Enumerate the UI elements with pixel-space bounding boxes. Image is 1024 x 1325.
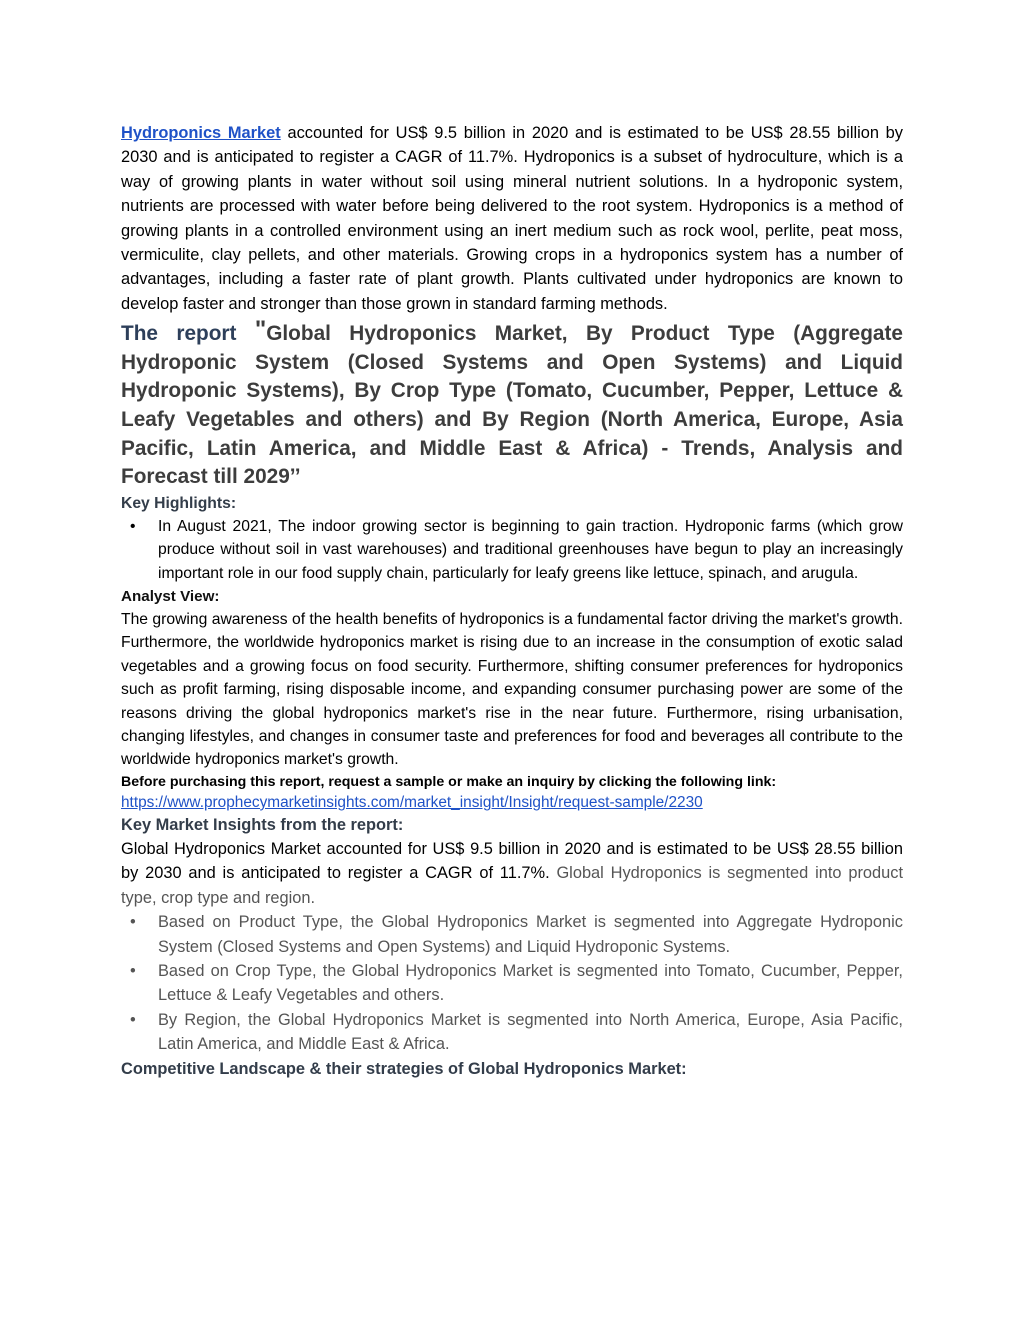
- request-sample-link[interactable]: https://www.prophecymarketinsights.com/market_insight/Insight/request-sample/2230: [121, 793, 703, 811]
- hydroponics-market-link[interactable]: Hydroponics Market: [121, 124, 281, 142]
- list-item: [121, 1008, 903, 1057]
- analyst-view-paragraph: The growing awareness of the health benefits of hydroponics is a fundamental factor driving the market's growth. Furthermore, the worldwide hydroponics market is rising due to an increase in the consumption of exotic salad vegetables and a growing focus on food security. Furthermore, shifting consumer preferences for hydroponics such as profit farming, rising disposable income, and expanding consumer purchasing power are some of the reasons driving the global hydroponics market's rise in the near future. Furthermore, rising urbanisation, changing lifestyles, and changes in consumer taste and preferences for food and beverages all contribute to the worldwide hydroponics market's growth.: [121, 611, 903, 769]
- list-item-text: In August 2021, The indoor growing sector is beginning to gain traction. Hydroponic farms (which grow produce without soil in vast warehouses) and traditional greenhouses have begun to play an increasingly important role in our food supply chain, particularly for leafy greens like lettuce, spinach, and arugula.: [158, 517, 903, 582]
- insights-text-grey: Global Hydroponics is segmented into product type, crop type and region.: [121, 864, 904, 907]
- bullet-icon: •: [130, 517, 136, 535]
- list-item: [121, 515, 903, 585]
- document-page: [121, 121, 903, 1081]
- list-item: [121, 910, 903, 959]
- insights-list: [121, 910, 903, 1056]
- intro-text: accounted for US$ 9.5 billion in 2020 and is estimated to be US$ 28.55 billion by 2030 and is anticipated to register a CAGR of 11.7%. Hydroponics is a subset of hydroculture, which is a way of growing plants in water without soil using mineral nutrient solutions. In a hydroponic system, nutrients are processed with water before being delivered to the root system. Hydroponics is a method of growing plants in a controlled environment using an inert medium such as rock wool, perlite, peat moss, vermiculite, clay pellets, and other materials. Growing crops in a hydroponics system has a number of advantages, including a faster rate of plant growth. Plants cultivated under hydroponics are known to develop faster and stronger than those grown in standard farming methods.: [121, 124, 903, 313]
- report-open-quote: ": [254, 316, 267, 344]
- list-item-text: Based on Crop Type, the Global Hydroponics Market is segmented into Tomato, Cucumber, Pepper, Lettuce & Leafy Vegetables and others.: [158, 961, 903, 1005]
- report-title-text: Global Hydroponics Market, By Product Type (Aggregate Hydroponic System (Closed Systems and Open Systems) and Liquid Hydroponic Systems), By Crop Type (Tomato, Cucumber, Pepper, Lettuce & Leafy Vegetables and others) and By Region (North America, Europe, Asia Pacific, Latin America, and Middle East & Africa) - Trends, Analysis and Forecast till 2029’’: [121, 322, 903, 489]
- insights-paragraph: [121, 837, 903, 910]
- intro-paragraph: [121, 121, 903, 316]
- list-item-text: Based on Product Type, the Global Hydroponics Market is segmented into Aggregate Hydroponic System (Closed Systems and Open Systems) and Liquid Hydroponic Systems.: [158, 913, 903, 956]
- list-item: [121, 959, 903, 1008]
- competitive-landscape-heading: Competitive Landscape & their strategies of Global Hydroponics Market:: [121, 1059, 687, 1078]
- bullet-icon: •: [130, 913, 136, 932]
- list-item-text: By Region, the Global Hydroponics Market is segmented into North America, Europe, Asia Pacific, Latin America, and Middle East & Africa.: [158, 1010, 903, 1054]
- insights-text-dark: Global Hydroponics Market accounted for US$ 9.5 billion in 2020 and is estimated to be US$ 28.55 billion by 2030 and is anticipated to register a CAGR of 11.7%.: [121, 839, 903, 883]
- report-lead: The report: [121, 322, 255, 346]
- analyst-view-heading: Analyst View:: [121, 588, 220, 606]
- bullet-icon: •: [130, 1010, 136, 1029]
- bullet-icon: •: [130, 961, 136, 980]
- report-title: [121, 316, 903, 492]
- sample-cta: Before purchasing this report, request a sample or make an inquiry by clicking the following link:: [121, 773, 777, 790]
- key-market-insights-heading: Key Market Insights from the report:: [121, 815, 404, 834]
- key-highlights-list: [121, 515, 903, 585]
- key-highlights-heading: Key Highlights:: [121, 494, 237, 512]
